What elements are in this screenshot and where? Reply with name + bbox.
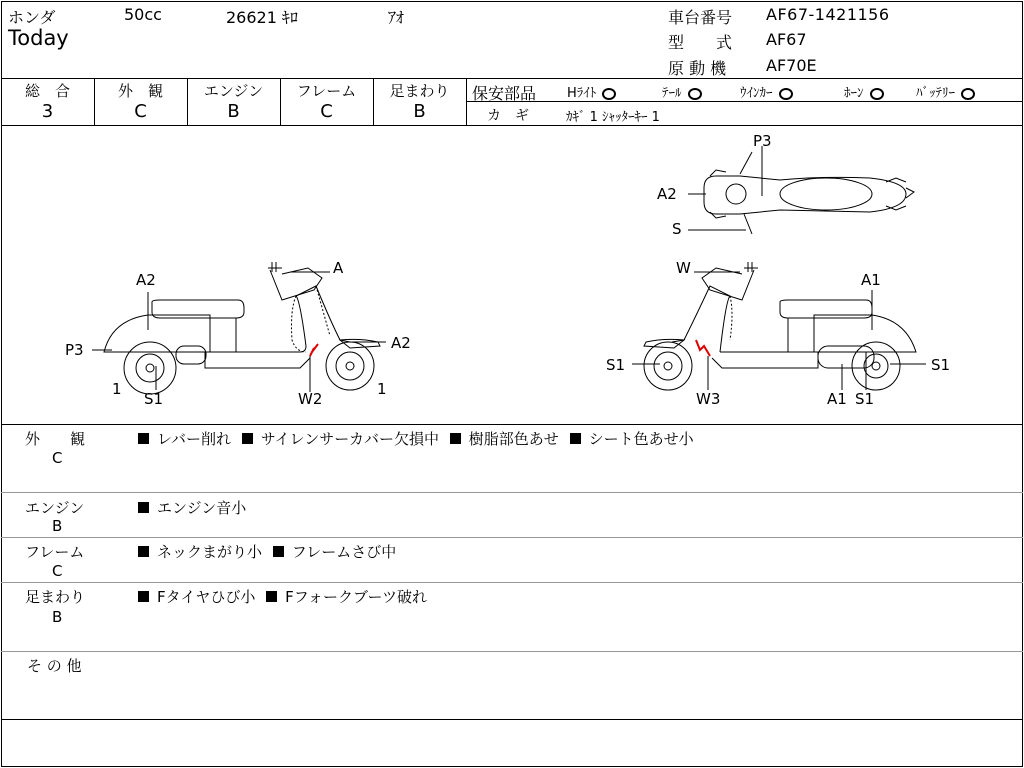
model-name: Today	[8, 26, 69, 50]
grade-value-suspension: B	[413, 101, 426, 122]
notes-divider	[1, 492, 1023, 493]
safety-item-headlight: Hﾗｲﾄ	[567, 82, 616, 101]
bullet-square-icon	[138, 591, 149, 602]
damage-label: 1	[377, 380, 387, 398]
damage-label: S	[672, 220, 682, 238]
note-items-frame: ネックまがり小 フレームさび中	[138, 541, 402, 562]
notes-divider	[1, 582, 1023, 583]
note-category-exterior: 外 観	[25, 430, 86, 448]
damage-label: A1	[827, 390, 847, 408]
damage-label: 1	[112, 380, 122, 398]
frame-label: 車台番号	[668, 8, 733, 27]
grade-label-frame: フレーム	[296, 82, 357, 100]
note-grade-exterior: C	[52, 449, 63, 467]
bullet-square-icon	[138, 433, 149, 444]
note-grade-engine: B	[52, 517, 63, 535]
safety-label: 保安部品	[472, 84, 537, 103]
bullet-square-icon	[138, 502, 149, 513]
engine-value: AF70E	[766, 56, 817, 75]
note-category-frame: フレーム	[25, 543, 85, 561]
damage-label: S1	[931, 356, 951, 374]
damage-label: S1	[855, 390, 875, 408]
damage-label: A	[333, 259, 344, 277]
grade-value-exterior: C	[134, 101, 147, 122]
frame-number: AF67-1421156	[766, 5, 890, 24]
damage-label: A2	[136, 271, 156, 289]
safety-item-horn: ﾎｰﾝ	[844, 82, 884, 101]
grade-value-engine: B	[227, 101, 240, 122]
notes-top-rule	[1, 424, 1023, 425]
damage-label: S1	[144, 390, 164, 408]
damage-label: A2	[657, 185, 677, 203]
scooter-top-drawing	[688, 146, 914, 234]
grade-label-suspension: 足まわり	[389, 82, 450, 100]
damage-label: S1	[606, 356, 626, 374]
damage-label: P3	[753, 132, 772, 150]
key-value: ｶｷﾞ 1 ｼｬｯﾀｰｷｰ 1	[566, 110, 660, 125]
damage-label: W3	[696, 390, 721, 408]
grade-label-exterior: 外 観	[117, 82, 163, 100]
notes-bottom-rule	[1, 719, 1023, 720]
safety-item-battery: ﾊﾞｯﾃﾘｰ	[916, 82, 975, 101]
key-label: カ ギ	[487, 108, 529, 124]
type-value: AF67	[766, 30, 807, 49]
type-label: 型 式	[668, 33, 733, 52]
bullet-square-icon	[242, 433, 253, 444]
scooter-right-side-drawing	[632, 262, 926, 390]
safety-item-winker: ｳｲﾝｶｰ	[740, 82, 793, 101]
mileage: 26621 ｷﾛ	[226, 8, 298, 27]
grade-label-engine: エンジン	[203, 82, 264, 100]
damage-label: W2	[298, 390, 323, 408]
notes-divider	[1, 537, 1023, 538]
note-grade-frame: C	[52, 562, 63, 580]
note-items-suspension: Fタイヤひび小 Fフォークブーツ破れ	[138, 586, 433, 607]
displacement: 50cc	[124, 5, 162, 24]
grade-value-overall: 3	[41, 101, 54, 122]
note-grade-suspension: B	[52, 608, 63, 626]
note-category-suspension: 足まわり	[25, 588, 86, 606]
note-category-engine: エンジン	[25, 499, 85, 517]
damage-label: W	[676, 259, 691, 277]
color: ｱｵ	[388, 8, 405, 27]
safety-item-tail: ﾃｰﾙ	[662, 82, 702, 101]
note-items-engine: エンジン音小	[138, 497, 252, 518]
engine-label: 原 動 機	[668, 59, 727, 78]
bullet-square-icon	[273, 546, 284, 557]
bullet-square-icon	[450, 433, 461, 444]
damage-label: A1	[861, 271, 881, 289]
grade-label-overall: 総 合	[24, 82, 70, 100]
notes-divider	[1, 651, 1023, 652]
bullet-square-icon	[138, 546, 149, 557]
grade-value-frame: C	[320, 101, 333, 122]
damage-label: A2	[391, 334, 411, 352]
note-category-other: そ の 他	[27, 657, 82, 675]
bullet-square-icon	[570, 433, 581, 444]
maker: ホンダ	[8, 8, 56, 27]
note-items-exterior: レバー削れ サイレンサーカバー欠損中 樹脂部色あせ シート色あせ小	[138, 428, 700, 449]
bullet-square-icon	[266, 591, 277, 602]
damage-label: P3	[65, 341, 84, 359]
